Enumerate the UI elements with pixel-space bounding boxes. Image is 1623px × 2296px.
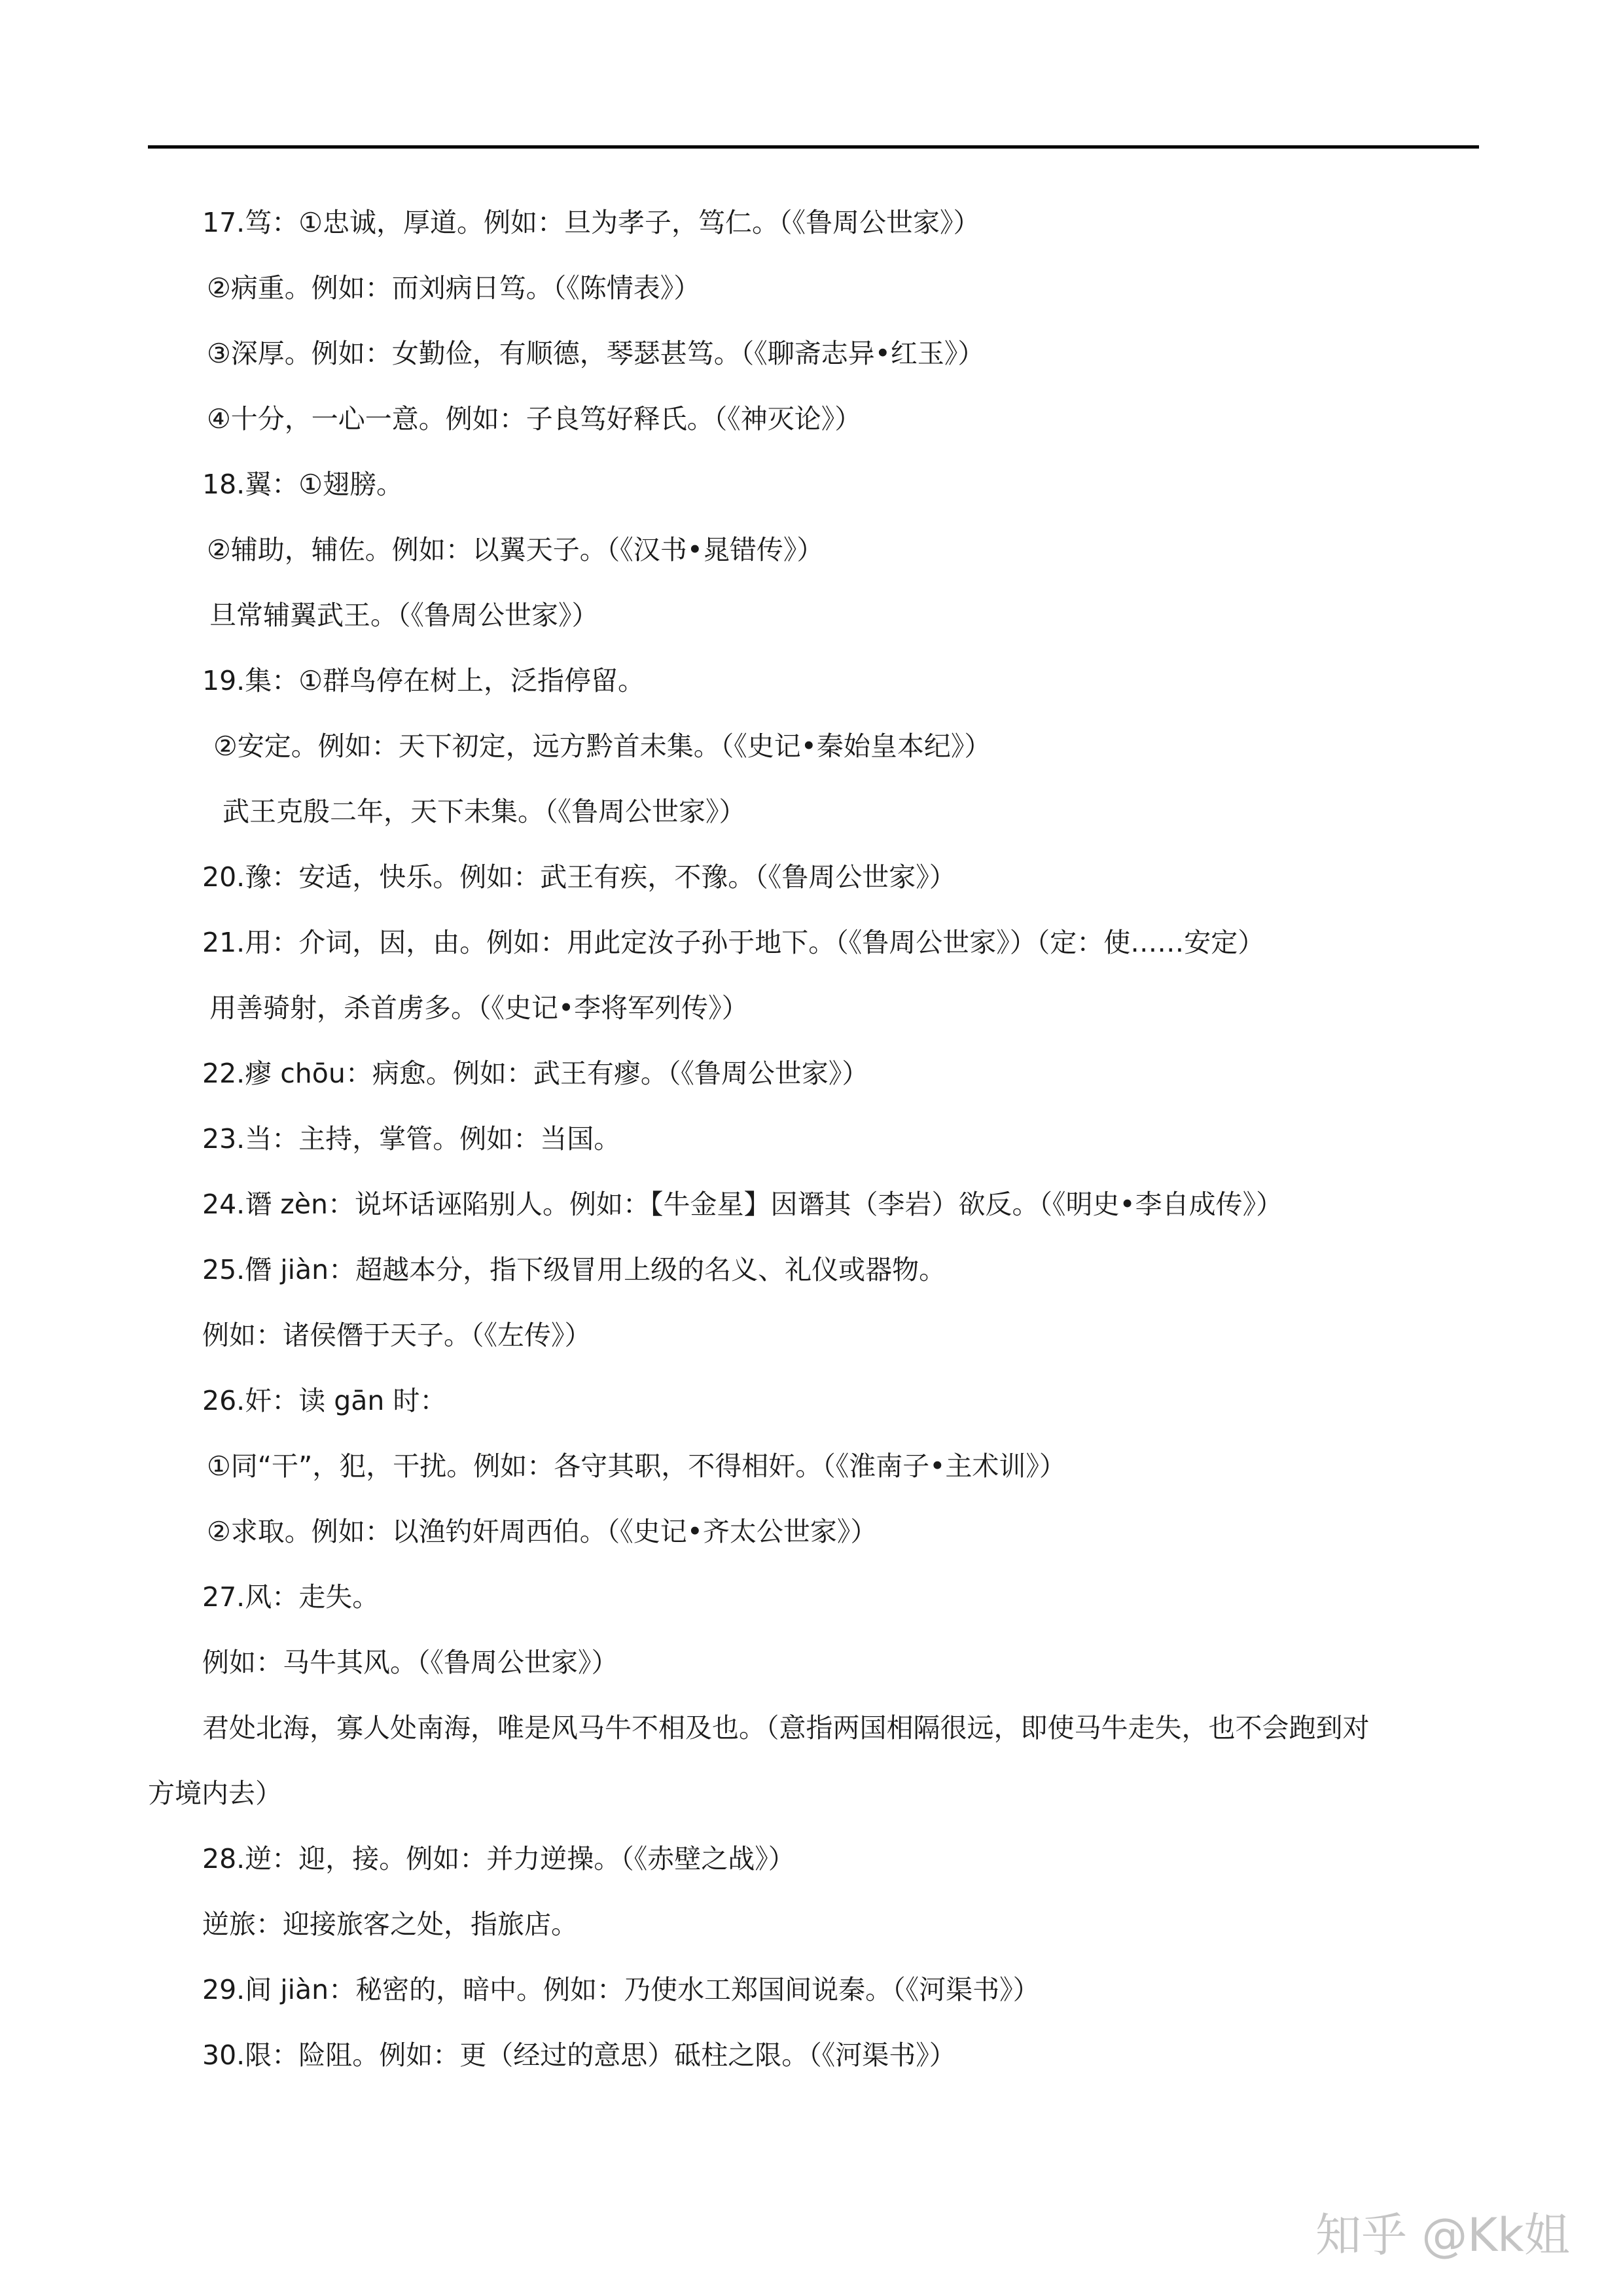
- entry-29: 29.间 jiàn：秘密的，暗中。例如：乃使水工郑国间说秦。（《河渠书》）: [202, 1974, 1040, 2005]
- entry-25: 25.僭 jiàn：超越本分，指下级冒用上级的名义、礼仪或器物。: [202, 1254, 946, 1285]
- entry-19: 19.集：①群鸟停在树上，泛指停留。: [202, 665, 645, 696]
- entry-26-sense-1: ①同“干”，犯，干扰。例如：各守其职，不得相奸。（《淮南子•主术训》）: [207, 1450, 1066, 1482]
- entry-18-example: 旦常辅翼武王。（《鲁周公世家》）: [209, 600, 599, 631]
- entry-28-compound: 逆旅：迎接旅客之处，指旅店。: [202, 1909, 578, 1940]
- entry-21-example: 用善骑射，杀首虏多。（《史记•李将军列传》）: [209, 992, 749, 1024]
- entry-27-example-2-cont: 方境内去）: [148, 1778, 282, 1809]
- entry-17: 17.笃：①忠诚，厚道。例如：旦为孝子，笃仁。（《鲁周公世家》）: [202, 207, 980, 238]
- entry-27: 27.风：走失。: [202, 1581, 380, 1613]
- entry-26-sense-2: ②求取。例如：以渔钓奸周西伯。（《史记•齐太公世家》）: [207, 1516, 878, 1547]
- entry-23: 23.当：主持，掌管。例如：当国。: [202, 1123, 621, 1155]
- entry-18-sense-2: ②辅助，辅佐。例如：以翼天子。（《汉书•晁错传》）: [207, 534, 824, 565]
- entry-24: 24.谮 zèn：说坏话诬陷别人。例如：【牛金星】因谮其（李岩）欲反。（《明史•李自成传》）: [202, 1189, 1283, 1220]
- entry-22: 22.瘳 chōu：病愈。例如：武王有瘳。（《鲁周公世家》）: [202, 1058, 869, 1089]
- entry-26: 26.奸：读 gān 时：: [202, 1385, 447, 1416]
- entry-19-example: 武王克殷二年，天下未集。（《鲁周公世家》）: [223, 796, 746, 827]
- entry-20: 20.豫：安适，快乐。例如：武王有疾，不豫。（《鲁周公世家》）: [202, 861, 956, 893]
- header-rule: [148, 145, 1479, 149]
- entry-30: 30.限：险阻。例如：更（经过的意思）砥柱之限。（《河渠书》）: [202, 2039, 956, 2071]
- entry-17-sense-2: ②病重。例如：而刘病日笃。（《陈情表》）: [207, 272, 701, 304]
- entry-19-sense-2: ②安定。例如：天下初定，远方黔首未集。（《史记•秦始皇本纪》）: [213, 730, 991, 762]
- entry-17-sense-4: ④十分，一心一意。例如：子良笃好释氏。（《神灭论》）: [207, 403, 862, 435]
- entry-17-sense-3: ③深厚。例如：女勤俭，有顺德，琴瑟甚笃。（《聊斋志异•红玉》）: [207, 338, 985, 369]
- entry-27-example: 例如：马牛其风。（《鲁周公世家》）: [202, 1647, 618, 1678]
- entry-28: 28.逆：迎，接。例如：并力逆操。（《赤壁之战》）: [202, 1843, 795, 1874]
- entry-18: 18.翼：①翅膀。: [202, 469, 403, 500]
- zhihu-watermark: 知乎 @Kk姐: [1315, 2208, 1570, 2262]
- entry-27-example-2: 君处北海，寡人处南海，唯是风马牛不相及也。（意指两国相隔很远，即使马牛走失，也不会跑到对: [202, 1712, 1370, 1744]
- entry-25-example: 例如：诸侯僭于天子。（《左传》）: [202, 1319, 592, 1351]
- entry-21: 21.用：介词，因，由。例如：用此定汝子孙于地下。（《鲁周公世家》）（定：使……安定）: [202, 927, 1265, 958]
